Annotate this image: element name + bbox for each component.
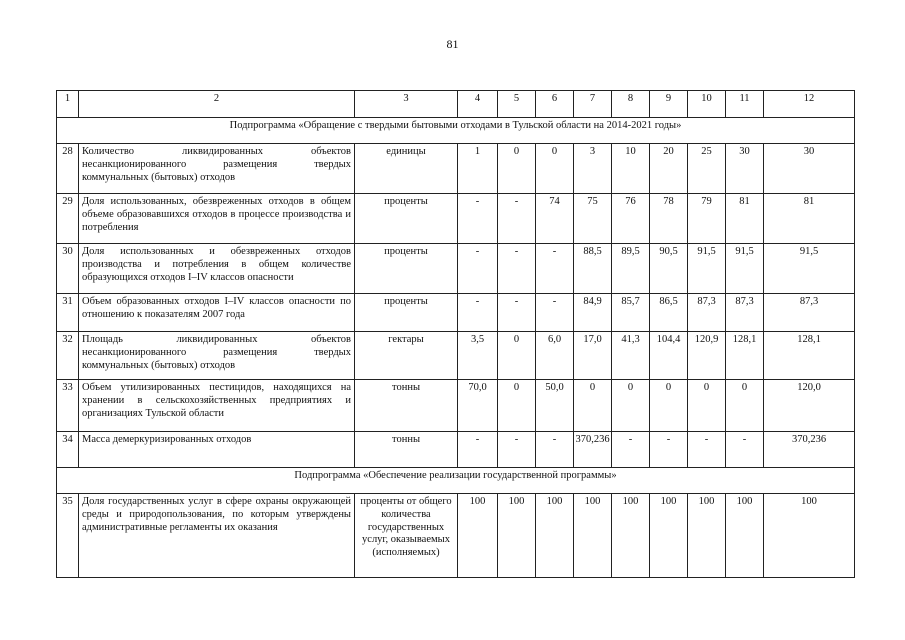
indicator-name: Масса демеркуризированных отходов — [79, 432, 355, 468]
value-cell: 30 — [764, 144, 855, 194]
unit-cell: проценты — [355, 244, 458, 294]
value-cell: 0 — [650, 380, 688, 432]
subprogram-title: Подпрограмма «Обеспечение реализации государственной программы» — [57, 468, 855, 494]
value-cell: 370,236 — [764, 432, 855, 468]
unit-cell: тонны — [355, 380, 458, 432]
table-row — [57, 432, 855, 468]
value-cell: 74 — [536, 194, 574, 244]
row-number: 34 — [57, 432, 79, 468]
value-cell: 128,1 — [764, 332, 855, 380]
value-cell: 91,5 — [688, 244, 726, 294]
value-cell: 100 — [574, 494, 612, 578]
column-header: 6 — [536, 91, 574, 118]
unit-cell: проценты — [355, 194, 458, 244]
value-cell: 6,0 — [536, 332, 574, 380]
value-cell: 89,5 — [612, 244, 650, 294]
indicator-name: Объем образованных отходов I–IV классов опасности по отношению к показателям 2007 года — [79, 294, 355, 332]
indicator-name: Количество ликвидированных объектов несанкционированного размещения твердых коммунальных (бытовых) отходов — [79, 144, 355, 194]
value-cell: 81 — [764, 194, 855, 244]
row-number: 33 — [57, 380, 79, 432]
value-cell: 90,5 — [650, 244, 688, 294]
value-cell: 81 — [726, 194, 764, 244]
value-cell: 75 — [574, 194, 612, 244]
value-cell: - — [498, 294, 536, 332]
indicator-name: Доля использованных и обезвреженных отходов производства и потребления в общем количестве образующихся отходов I–IV классов опасности — [79, 244, 355, 294]
row-number: 32 — [57, 332, 79, 380]
value-cell: 86,5 — [650, 294, 688, 332]
value-cell: 0 — [612, 380, 650, 432]
value-cell: 100 — [536, 494, 574, 578]
value-cell: 91,5 — [764, 244, 855, 294]
column-header: 1 — [57, 91, 79, 118]
column-header: 4 — [458, 91, 498, 118]
column-header: 2 — [79, 91, 355, 118]
column-header: 12 — [764, 91, 855, 118]
row-number: 28 — [57, 144, 79, 194]
value-cell: - — [458, 294, 498, 332]
value-cell: 76 — [612, 194, 650, 244]
table-row — [57, 332, 855, 380]
value-cell: 100 — [688, 494, 726, 578]
value-cell: 0 — [536, 144, 574, 194]
value-cell: - — [498, 244, 536, 294]
value-cell: - — [536, 432, 574, 468]
value-cell: 100 — [498, 494, 536, 578]
value-cell: 0 — [574, 380, 612, 432]
value-cell: 91,5 — [726, 244, 764, 294]
value-cell: 370,236 — [574, 432, 612, 468]
row-number: 29 — [57, 194, 79, 244]
value-cell: - — [688, 432, 726, 468]
indicators-table — [56, 90, 855, 578]
value-cell: 3 — [574, 144, 612, 194]
table-row — [57, 380, 855, 432]
value-cell: - — [498, 194, 536, 244]
indicator-name: Площадь ликвидированных объектов несанкционированного размещения твердых коммунальных (бытовых) отходов — [79, 332, 355, 380]
unit-cell: тонны — [355, 432, 458, 468]
value-cell: - — [650, 432, 688, 468]
column-header: 3 — [355, 91, 458, 118]
column-header: 11 — [726, 91, 764, 118]
column-number-row — [57, 91, 855, 118]
value-cell: 0 — [726, 380, 764, 432]
value-cell: 100 — [726, 494, 764, 578]
value-cell: - — [458, 194, 498, 244]
value-cell: 120,0 — [764, 380, 855, 432]
value-cell: 84,9 — [574, 294, 612, 332]
column-header: 5 — [498, 91, 536, 118]
value-cell: - — [612, 432, 650, 468]
row-number: 31 — [57, 294, 79, 332]
unit-cell: единицы — [355, 144, 458, 194]
value-cell: 128,1 — [726, 332, 764, 380]
value-cell: 17,0 — [574, 332, 612, 380]
unit-cell: проценты — [355, 294, 458, 332]
value-cell: - — [726, 432, 764, 468]
table-row — [57, 244, 855, 294]
indicator-name: Доля использованных, обезвреженных отходов в общем объеме образовавшихся отходов в процессе производства и потребления — [79, 194, 355, 244]
value-cell: 78 — [650, 194, 688, 244]
value-cell: 120,9 — [688, 332, 726, 380]
value-cell: 3,5 — [458, 332, 498, 380]
indicator-name: Доля государственных услуг в сфере охраны окружающей среды и природопользования, по которым утверждены административные регламенты их оказания — [79, 494, 355, 578]
value-cell: - — [536, 294, 574, 332]
value-cell: 87,3 — [726, 294, 764, 332]
value-cell: 0 — [688, 380, 726, 432]
value-cell: 100 — [458, 494, 498, 578]
value-cell: 50,0 — [536, 380, 574, 432]
value-cell: 0 — [498, 144, 536, 194]
indicator-name: Объем утилизированных пестицидов, находящихся на хранении в сельскохозяйственных предприятиях и организациях Тульской области — [79, 380, 355, 432]
value-cell: 79 — [688, 194, 726, 244]
row-number: 35 — [57, 494, 79, 578]
value-cell: 87,3 — [688, 294, 726, 332]
table-row — [57, 494, 855, 578]
subprogram-row — [57, 118, 855, 144]
row-number: 30 — [57, 244, 79, 294]
value-cell: 25 — [688, 144, 726, 194]
value-cell: 100 — [650, 494, 688, 578]
value-cell: 0 — [498, 380, 536, 432]
value-cell: 88,5 — [574, 244, 612, 294]
page-number: 81 — [446, 37, 459, 51]
column-header: 8 — [612, 91, 650, 118]
value-cell: 104,4 — [650, 332, 688, 380]
column-header: 7 — [574, 91, 612, 118]
value-cell: 41,3 — [612, 332, 650, 380]
value-cell: 70,0 — [458, 380, 498, 432]
value-cell: - — [458, 432, 498, 468]
value-cell: 1 — [458, 144, 498, 194]
value-cell: 20 — [650, 144, 688, 194]
value-cell: - — [498, 432, 536, 468]
column-header: 10 — [688, 91, 726, 118]
value-cell: 85,7 — [612, 294, 650, 332]
value-cell: - — [458, 244, 498, 294]
unit-cell: гектары — [355, 332, 458, 380]
subprogram-row — [57, 468, 855, 494]
value-cell: - — [536, 244, 574, 294]
value-cell: 0 — [498, 332, 536, 380]
value-cell: 100 — [764, 494, 855, 578]
value-cell: 10 — [612, 144, 650, 194]
column-header: 9 — [650, 91, 688, 118]
value-cell: 30 — [726, 144, 764, 194]
table-row — [57, 294, 855, 332]
value-cell: 100 — [612, 494, 650, 578]
table-row — [57, 144, 855, 194]
value-cell: 87,3 — [764, 294, 855, 332]
subprogram-title: Подпрограмма «Обращение с твердыми бытовыми отходами в Тульской области на 2014-2021 годы» — [57, 118, 855, 144]
unit-cell: проценты от общего количества государственных услуг, оказываемых (исполняемых) — [355, 494, 458, 578]
table-row — [57, 194, 855, 244]
